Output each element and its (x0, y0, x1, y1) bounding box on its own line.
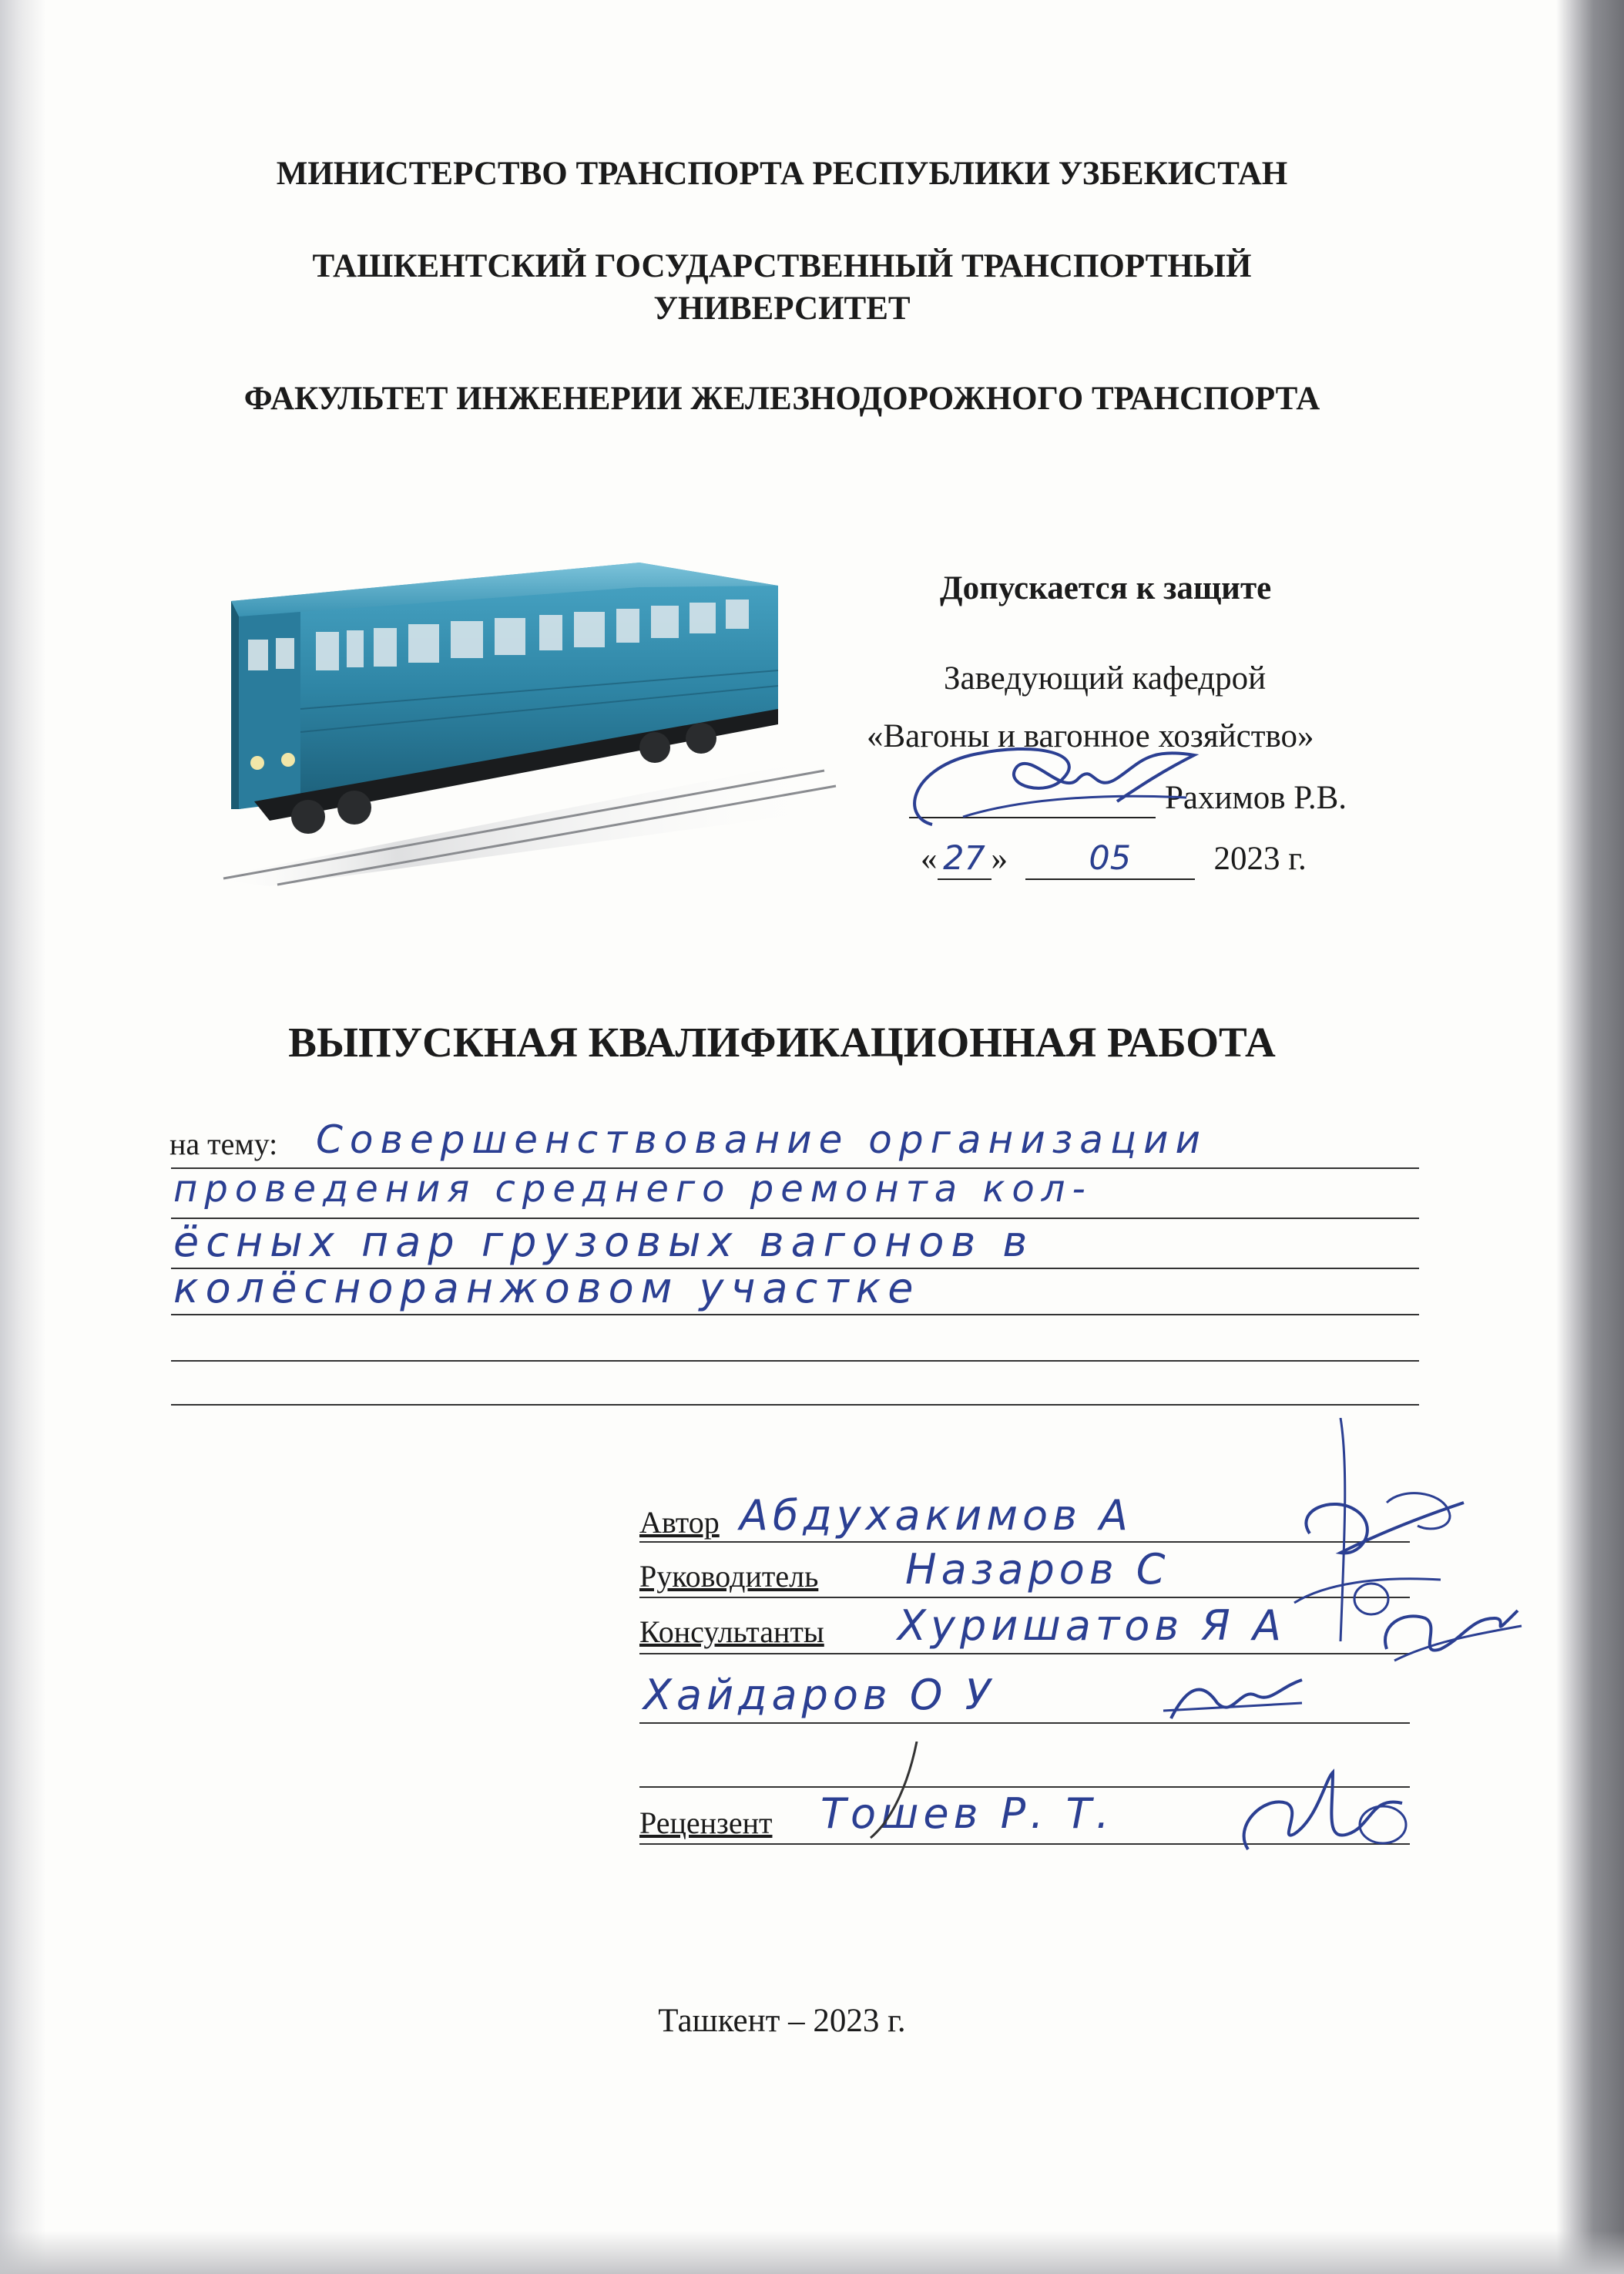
date-day: 27 (938, 838, 992, 880)
scan-shadow-bottom (0, 2231, 1624, 2274)
ministry-heading: МИНИСТЕРСТВО ТРАНСПОРТА РЕСПУБЛИКИ УЗБЕКИСТАН (276, 156, 1288, 192)
author-label: Автор (639, 1505, 720, 1540)
topic-underline-5 (171, 1360, 1419, 1362)
head-signature (886, 724, 1210, 855)
reviewer-label: Рецензент (639, 1805, 773, 1840)
approval-title: Допускается к защите (940, 570, 1272, 606)
consultants-label: Консультанты (639, 1614, 824, 1649)
faculty-name: ФАКУЛЬТЕТ ИНЖЕНЕРИИ ЖЕЛЕЗНОДОРОЖНОГО ТРАНСПОРТА (243, 381, 1320, 417)
topic-line-4: колёсноранжовом участке (173, 1264, 921, 1312)
reviewer-signature (1217, 1765, 1418, 1865)
author-name: Абдухакимов А (740, 1491, 1132, 1540)
topic-underline-6 (171, 1404, 1419, 1406)
date-year: 2023 г. (1213, 841, 1307, 877)
topic-label: на тему: (169, 1127, 278, 1161)
topic-underline-4 (171, 1314, 1419, 1315)
consultant1-signature (1371, 1595, 1525, 1680)
approval-date (921, 838, 1307, 880)
footer-city-year: Ташкент – 2023 г. (658, 2003, 906, 2039)
date-open-quote: « (921, 841, 938, 877)
date-close-quote: » (991, 841, 1008, 877)
approval-department: «Вагоны и вагонное хозяйство» (867, 718, 1314, 754)
reviewer-name: Тошев Р. Т. (820, 1789, 1114, 1838)
supervisor-label: Руководитель (639, 1559, 819, 1594)
topic-line-3: ёсных пар грузовых вагонов в (173, 1218, 1035, 1266)
faculty-heading (0, 378, 1564, 420)
consultant1-name: Хуришатов Я А (898, 1601, 1286, 1650)
approval-head-name: Рахимов Р.В. (1165, 780, 1347, 816)
supervisor-name: Назаров С (905, 1545, 1170, 1594)
university-heading (0, 245, 1564, 330)
consultant2-signature (1156, 1672, 1310, 1734)
approval-head-title: Заведующий кафедрой (944, 660, 1267, 697)
consultant1-line (639, 1653, 1410, 1654)
topic-line-1: Совершенствование организации (316, 1117, 1207, 1162)
topic-line-2: проведения среднего ремонта кол- (173, 1167, 1092, 1211)
scan-shadow-left (0, 0, 46, 2274)
work-title: ВЫПУСКНАЯ КВАЛИФИКАЦИОННАЯ РАБОТА (288, 1019, 1276, 1066)
date-month: 05 (1025, 838, 1195, 880)
reviewer-name-flourish (847, 1742, 940, 1842)
scan-shadow-right (1556, 0, 1624, 2274)
university-name: ТАШКЕНТСКИЙ ГОСУДАРСТВЕННЫЙ ТРАНСПОРТНЫЙ УНИВЕРСИТЕТ (312, 248, 1252, 327)
consultant2-name: Хайдаров О У (643, 1671, 995, 1719)
metro-car-illustration (208, 555, 840, 886)
